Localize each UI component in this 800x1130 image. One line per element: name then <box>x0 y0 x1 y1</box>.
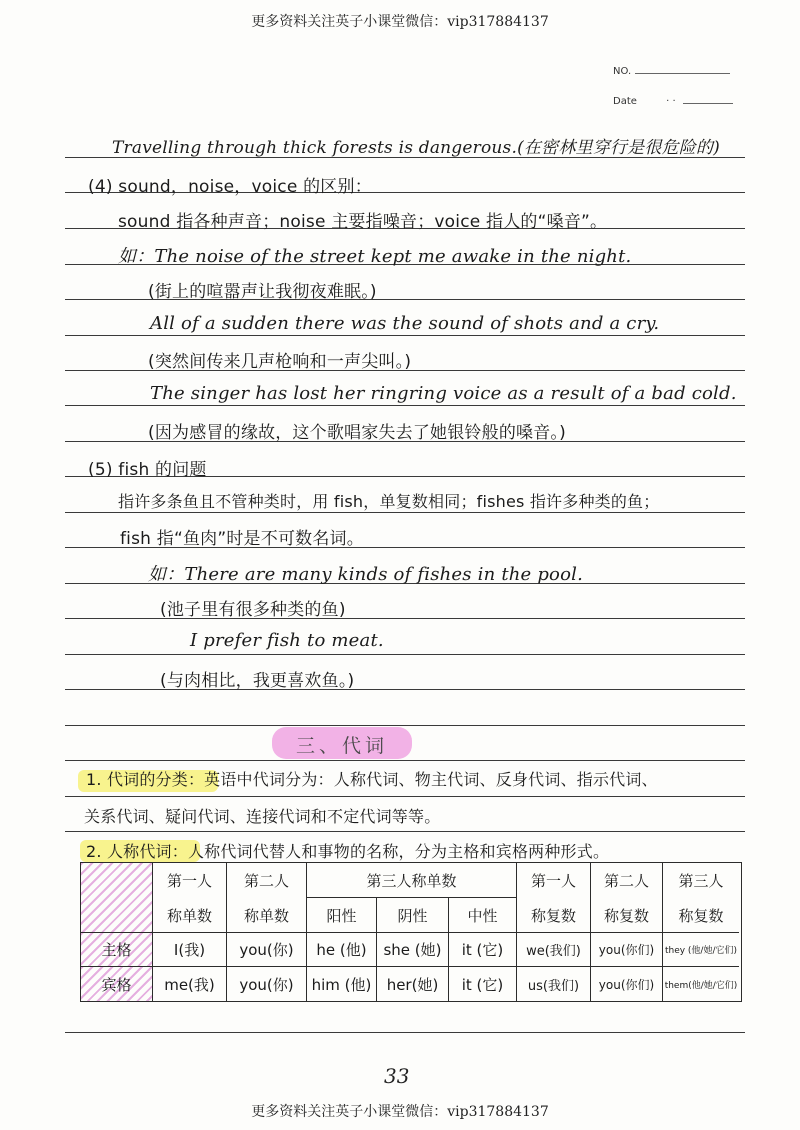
section-title: 三、代词 <box>295 735 388 757</box>
ruled-line <box>65 405 745 406</box>
table-header: 称单数 <box>227 898 307 933</box>
table-cell: it (它) <box>449 933 517 967</box>
page-number: 33 <box>384 1064 410 1088</box>
table-header: 阴性 <box>377 898 449 933</box>
pronoun-classification-cont: 关系代词、疑问代词、连接代词和不定代词等等。 <box>84 807 441 826</box>
table-header: 中性 <box>449 898 517 933</box>
ruled-line <box>65 831 745 832</box>
table-header: 阳性 <box>307 898 377 933</box>
row-label-subject: 主格 <box>81 933 153 967</box>
notebook-date-field <box>613 96 733 107</box>
table-header: 第一人 <box>153 863 227 898</box>
row-label-object: 宾格 <box>81 967 153 1001</box>
example-forests: Travelling through thick forests is dangerous.(在密林里穿行是很危险的) <box>112 138 720 158</box>
example-fishes: 如：There are many kinds of fishes in the pool. <box>148 564 583 585</box>
table-cell: us(我们) <box>517 967 591 1001</box>
table-header: 称复数 <box>663 898 739 933</box>
table-cell: I(我) <box>153 933 227 967</box>
personal-pronoun-definition: 2. 人称代词：人称代词代替人和事物的名称，分为主格和宾格两种形式。 <box>86 842 610 861</box>
example-sound: All of a sudden there was the sound of shots and a cry. <box>150 313 660 334</box>
table-header: 称复数 <box>517 898 591 933</box>
translation-noise: (街上的喧嚣声让我彻夜难眠。) <box>148 282 377 302</box>
ruled-line <box>65 654 745 655</box>
table-header: 第三人 <box>678 872 724 890</box>
heading-sound-noise-voice: (4) sound，noise，voice 的区别： <box>88 177 372 197</box>
translation-voice: (因为感冒的缘故，这个歌唱家失去了她银铃般的嗓音。) <box>148 423 566 443</box>
table-cell: it (它) <box>449 967 517 1001</box>
no-label: NO. <box>613 66 632 77</box>
date-label: Date <box>613 96 637 107</box>
table-cell: he (他) <box>307 933 377 967</box>
ruled-line <box>65 1032 745 1033</box>
table-cell: she (她) <box>377 933 449 967</box>
translation-prefer-fish: (与肉相比，我更喜欢鱼。) <box>160 671 355 691</box>
explanation-fish: 指许多条鱼且不管种类时，用 fish，单复数相同；fishes 指许多种类的鱼； <box>118 492 660 511</box>
table-header: 第二人 <box>591 863 663 898</box>
ruled-line <box>65 512 745 513</box>
translation-fishes: (池子里有很多种类的鱼) <box>160 600 346 620</box>
table-cell: him (他) <box>307 967 377 1001</box>
footer-watermark: 更多资料关注英子小课堂微信：vip317884137 <box>251 1104 549 1120</box>
translation-sound: (突然间传来几声枪响和一声尖叫。) <box>148 352 412 372</box>
table-cell: you(你) <box>227 933 307 967</box>
ruled-line <box>65 725 745 726</box>
ruled-line <box>65 760 745 761</box>
explanation-sound-noise-voice: sound 指各种声音；noise 主要指噪音；voice 指人的“嗓音”。 <box>118 212 608 232</box>
table-header: 第二人 <box>227 863 307 898</box>
table-cell: you(你们) <box>591 933 663 967</box>
table-cell: you(你们) <box>591 967 663 1001</box>
section-title-highlight <box>272 727 412 759</box>
example-prefer-fish: I prefer fish to meat. <box>190 630 384 651</box>
personal-pronoun-table <box>80 862 742 1002</box>
table-header: 称复数 <box>591 898 663 933</box>
table-cell: you(你) <box>227 967 307 1001</box>
example-noise: 如：The noise of the street kept me awake in the night. <box>118 246 632 267</box>
notebook-no-field <box>613 66 730 77</box>
table-corner <box>81 863 153 933</box>
table-header: 第三人称单数 <box>307 863 517 898</box>
table-header: 称单数 <box>153 898 227 933</box>
table-cell: we(我们) <box>517 933 591 967</box>
example-voice: The singer has lost her ringring voice as a result of a bad cold. <box>150 383 737 404</box>
heading-fish: (5) fish 的问题 <box>88 460 207 480</box>
ruled-line <box>65 796 745 797</box>
table-cell: they (他/她/它们) <box>663 933 739 967</box>
ruled-line <box>65 335 745 336</box>
header-watermark: 更多资料关注英子小课堂微信：vip317884137 <box>251 14 549 30</box>
pronoun-classification: 1. 代词的分类：英语中代词分为：人称代词、物主代词、反身代词、指示代词、 <box>86 770 658 789</box>
table-cell: me(我) <box>153 967 227 1001</box>
explanation-fish-uncountable: fish 指“鱼肉”时是不可数名词。 <box>120 529 364 549</box>
date-dots: · · <box>666 96 676 107</box>
table-header: 第一人 <box>517 863 591 898</box>
table-cell: them(他/她/它们) <box>664 980 738 991</box>
table-cell: her(她) <box>377 967 449 1001</box>
